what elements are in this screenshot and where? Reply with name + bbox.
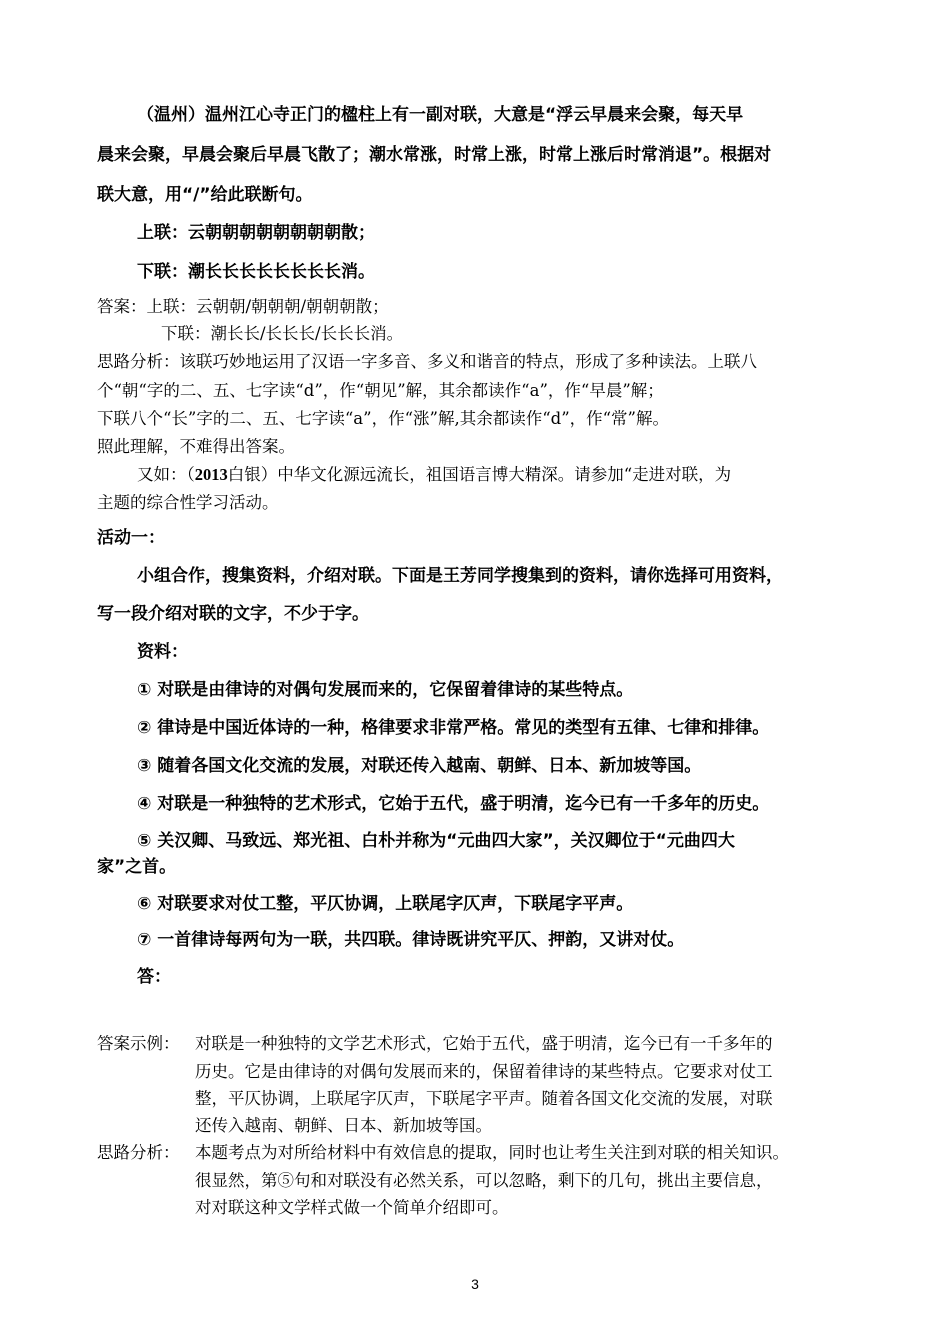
material-item-1: ① 对联是由律诗的对偶句发展而来的，它保留着律诗的某些特点。: [137, 680, 634, 700]
example-rest: 白银）中华文化源远流长，祖国语言博大精深。请参加“走进对联，为: [227, 465, 732, 484]
intro-line-1: （温州）温州江心寺正门的楹柱上有一副对联，大意是“浮云早晨来会聚，每天早: [137, 105, 744, 125]
answer-1-line-2: 下联：潮长长/长长长/长长长消。: [161, 324, 404, 343]
example-year: 2013: [194, 465, 228, 484]
answer-2-line-3: 整，平仄协调，上联尾字仄声，下联尾字平声。随着各国文化交流的发展，对联: [195, 1089, 773, 1108]
couplet-lower: 下联：潮长长长长长长长长消。: [137, 262, 375, 282]
analysis-1-line-4: 照此理解，不难得出答案。: [97, 437, 295, 456]
analysis-2-label: 思路分析：: [97, 1143, 180, 1162]
materials-label: 资料：: [137, 642, 188, 662]
page-number: 3: [471, 1276, 479, 1292]
answer-1-line-1: 答案：上联：云朝朝/朝朝朝/朝朝朝散；: [97, 297, 389, 316]
answer-2-line-1: 对联是一种独特的文学艺术形式，它始于五代，盛于明清，迄今已有一千多年的: [195, 1034, 773, 1053]
material-item-4: ④ 对联是一种独特的艺术形式，它始于五代，盛于明清，迄今已有一千多年的历史。: [137, 794, 770, 814]
activity-task-line-1: 小组合作，搜集资料，介绍对联。下面是王芳同学搜集到的资料，请你选择可用资料，: [137, 566, 783, 586]
analysis-1-line-1: 思路分析：该联巧妙地运用了汉语一字多音、多义和谐音的特点，形成了多种读法。上联八: [97, 352, 757, 371]
answer-2-line-2: 历史。它是由律诗的对偶句发展而来的，保留着律诗的某些特点。它要求对仗工: [195, 1062, 773, 1081]
activity-title: 活动一：: [97, 528, 165, 548]
intro-line-2: 晨来会聚，早晨会聚后早晨飞散了；潮水常涨，时常上涨，时常上涨后时常消退”。根据对: [97, 145, 772, 165]
example-prefix: 又如：（: [137, 465, 195, 484]
analysis-1-line-2: 个“朝“字的二、五、七字读“d”，作“朝见”解，其余都读作“a”，作“早晨”解；: [97, 381, 664, 400]
material-item-5: ⑤ 关汉卿、马致远、郑光祖、白朴并称为“元曲四大家”，关汉卿位于“元曲四大: [137, 831, 735, 851]
analysis-2-line-3: 对对联这种文学样式做一个简单介绍即可。: [195, 1198, 509, 1217]
material-item-6: ⑥ 对联要求对仗工整，平仄协调，上联尾字仄声，下联尾字平声。: [137, 894, 634, 914]
couplet-upper: 上联：云朝朝朝朝朝朝朝朝散；: [137, 223, 375, 243]
answer-label: 答：: [137, 967, 171, 987]
analysis-2-line-2: 很显然，第⑤句和对联没有必然关系，可以忽略，剩下的几句，挑出主要信息，: [195, 1171, 773, 1190]
material-item-5-cont: 家”之首。: [97, 857, 177, 877]
material-item-7: ⑦ 一首律诗每两句为一联，共四联。律诗既讲究平仄、押韵，又讲对仗。: [137, 930, 685, 950]
material-item-3: ③ 随着各国文化交流的发展，对联还传入越南、朝鲜、日本、新加坡等国。: [137, 756, 702, 776]
material-item-2: ② 律诗是中国近体诗的一种，格律要求非常严格。常见的类型有五律、七律和排律。: [137, 718, 770, 738]
analysis-1-line-3: 下联八个“长”字的二、五、七字读“a”，作“涨”解,其余都读作“d”，作“常”解。: [97, 409, 669, 428]
example-line-2: 主题的综合性学习活动。: [97, 493, 279, 512]
answer-2-line-4: 还传入越南、朝鲜、日本、新加坡等国。: [195, 1116, 492, 1135]
example-line-1: [137, 461, 731, 485]
activity-task-line-2: 写一段介绍对联的文字，不少于字。: [97, 604, 369, 624]
answer-2-label: 答案示例：: [97, 1034, 180, 1053]
intro-line-3: 联大意，用“/”给此联断句。: [97, 185, 313, 205]
analysis-2-line-1: 本题考点为对所给材料中有效信息的提取，同时也让考生关注到对联的相关知识。: [195, 1143, 789, 1162]
